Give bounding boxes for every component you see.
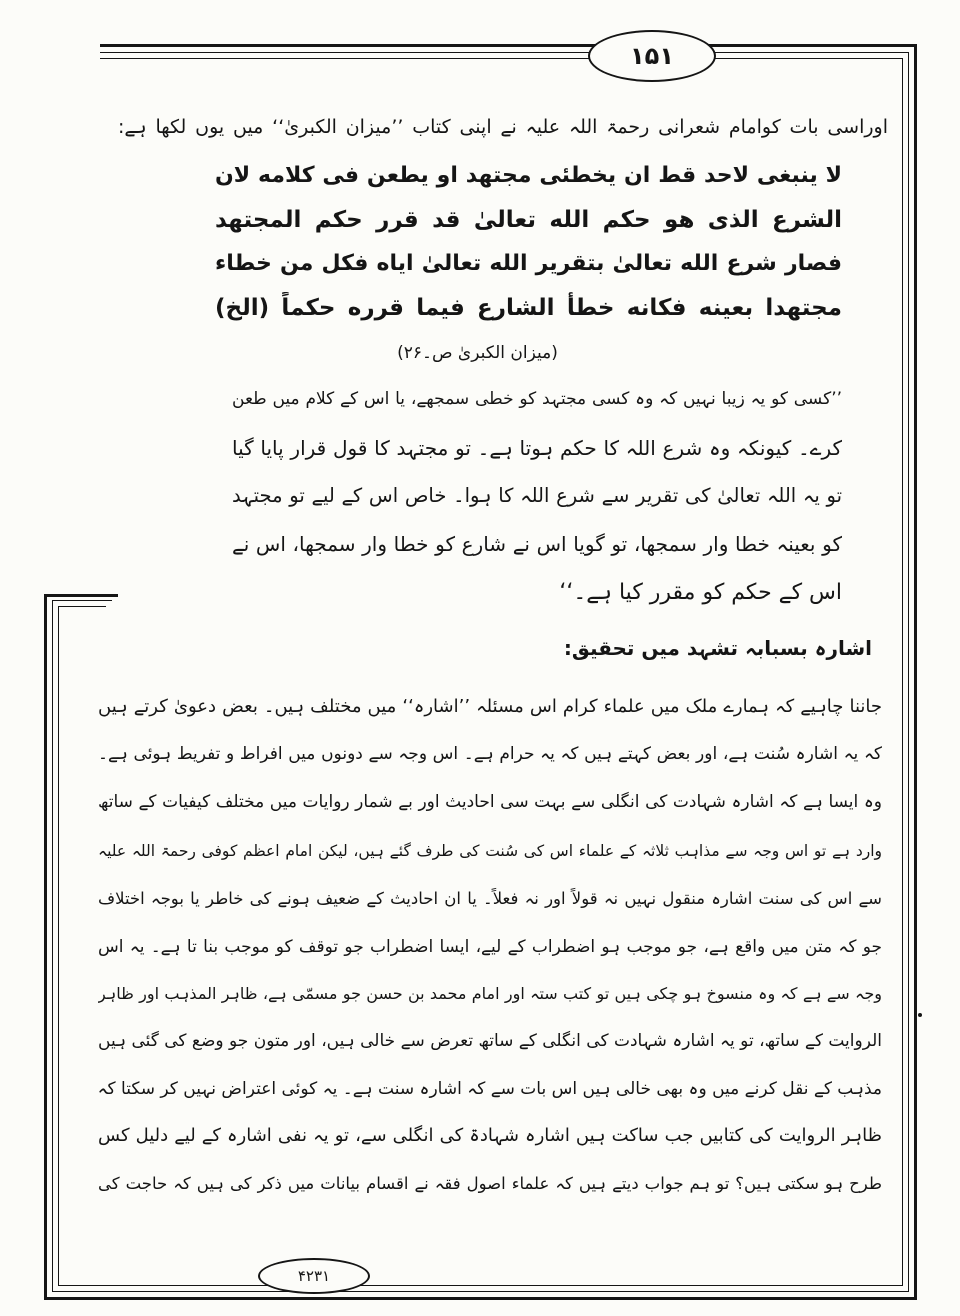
section-heading: اشارہ بسبابہ تشہد میں تحقیق:	[563, 636, 872, 660]
translation-line: اس کے حکم کو مقرر کیا ہے۔‘‘	[559, 580, 842, 605]
frame-stub-inner	[58, 606, 106, 608]
body-line: الروایت کے ساتھ، تو یہ اشارہ شہادت کی انگلی کے ساتھ تعرض سے خالی ہیں، اور متون جو وضع کی گئی ہیں	[98, 1031, 882, 1051]
body-line: وارد ہے تو اس وجہ سے مذاہب ثلاثہ کے علماء اس کی سُنت کی طرف گئے ہیں، لیکن امام اعظم کوفی رحمۃ اللہ علیہ	[98, 842, 882, 860]
translation-line: تو یہ اللہ تعالیٰ کی تقریر سے شرع اللہ کا ہوا۔ خاص اس کے لیے تو مجتہد	[232, 484, 842, 507]
quote-line: الشرع الذى هو حكم الله تعالىٰ قد قرر حكم المجتهد	[215, 207, 842, 233]
quote-line: لا ينبغى لاحد قط ان يخطئى مجتهد او يطعن فى كلامه لان	[215, 163, 842, 188]
body-line: جو کہ متن میں واقع ہے، جو موجب ہو اضطراب کے لیے، ایسا اضطراب جو توقف کو موجب بنا تا ہے۔ یہ اس	[98, 937, 882, 957]
frame-stub-middle	[52, 600, 112, 602]
body-line: کہ یہ اشارہ سُنت ہے، اور بعض کہتے ہیں کہ یہ حرام ہے۔ اس وجہ سے دونوں میں افراط و تفریط ہوئی ہے۔	[98, 744, 882, 764]
intro-line: اوراسی بات کوامام شعرانی رحمۃ اللہ علیہ نے اپنی کتاب ’’میزان الکبریٰ‘‘ میں یوں لکھا ہے:	[118, 116, 888, 138]
body-line: طرح ہو سکتی ہیں؟ تو ہم جواب دیتے ہیں کہ علماء اصول فقہ نے اقسام بیانات میں ذکر کی ہیں کہ حاجت کی	[98, 1174, 882, 1193]
body-line: وہ ایسا ہے کہ اشارہ شہادت کی انگلی سے بہت سی احادیث اور بے شمار روایات میں مختلف کیفیات کے ساتھ	[98, 792, 882, 812]
page-number-bottom-text: ۴۲۳۱	[297, 1267, 331, 1285]
stray-ink-dot	[918, 1013, 922, 1017]
page-number-bottom	[258, 1258, 370, 1294]
quote-line: فصار شرع الله تعالىٰ بتقرير الله تعالىٰ اياه فكل من خطاء	[215, 251, 842, 276]
body-line: سے اس کی سنت اشارہ منقول نہیں نہ قولاً اور نہ فعلاً۔ یا ان احادیث کے ضعیف ہونے کی خاطر یا بوجہ اختلاف	[98, 889, 882, 908]
translation-line: کرے۔ کیونکہ وہ شرع اللہ کا حکم ہوتا ہے۔ تو مجتہد کا قول قرار پایا گیا	[232, 436, 842, 460]
body-line: مذہب کے نقل کرنے میں وہ بھی خالی ہیں اس بات سے کہ اشارہ سنت ہے۔ یہ کوئی اعتراض نہیں کر سکتا کہ	[98, 1079, 882, 1099]
body-line: وجہ سے ہے کہ وہ منسوخ ہو چکی ہیں تو کتب ستہ اور امام محمد بن حسن جو مسمّی ہے، ظاہر المذہب اور ظاہر	[98, 984, 882, 1003]
page-number-top-text: ۱۵۱	[630, 42, 674, 70]
translation-line: کو بعینہ خطا وار سمجھا، تو گویا اس نے شارع کو خطا وار سمجھا، اس نے	[232, 532, 842, 556]
quote-reference: (میزان الکبریٰ ص۔۲۶)	[397, 343, 558, 363]
translation-line: ’’کسی کو یہ زیبا نہیں کہ وہ کسی مجتہد کو خطی سمجھے، یا اس کے کلام میں طعن	[232, 389, 842, 409]
quote-line: مجتهدا بعينه فكانه خطأ الشارع فيما قرره حكماً (الخ)	[215, 295, 842, 321]
page-number-top	[588, 30, 716, 82]
frame-stub-outer	[44, 594, 118, 597]
body-line: جاننا چاہیے کہ ہمارے ملک میں علماء کرام اس مسئلہ ’’اشارہ‘‘ میں مختلف ہیں۔ بعض دعویٰ کرتے ہیں	[98, 696, 882, 717]
body-line: ظاہر الروایت کی کتابیں جب ساکت ہیں اشارہ شہادۃ کی انگلی سے، تو یہ نفی اشارہ کے لیے دلیل کس	[98, 1125, 882, 1146]
